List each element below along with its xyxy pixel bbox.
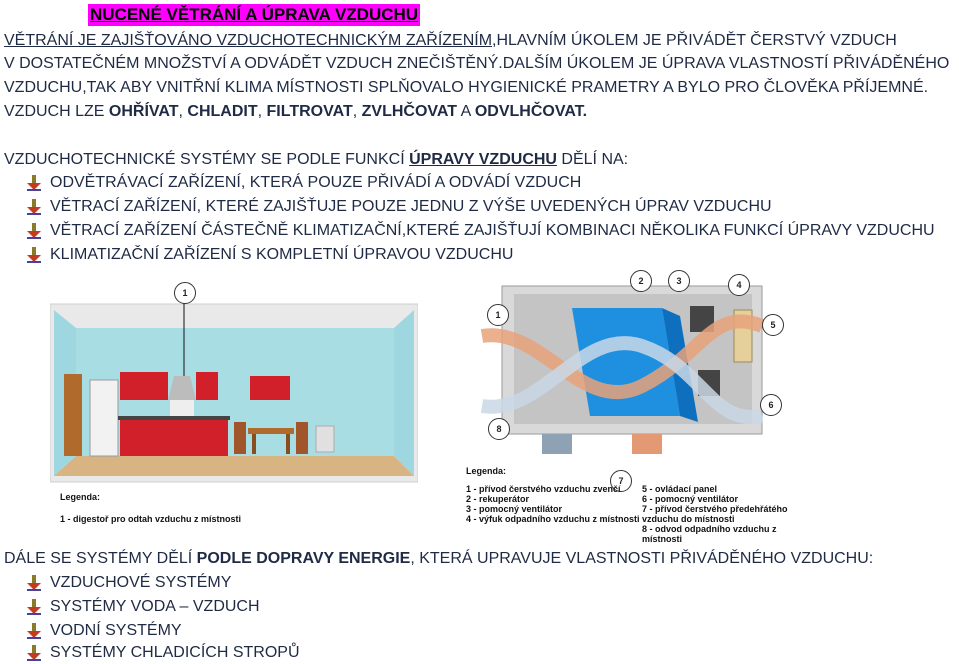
keyword-heat: OHŘÍVAT: [108, 103, 179, 120]
separator: ,: [257, 103, 267, 120]
legend-title: Legenda:: [60, 492, 101, 502]
intro-line-3: VZDUCHU,TAK ABY VNITŘNÍ KLIMA MÍSTNOSTI SPLŇOVALO HYGIENICKÉ PRAMETRY A BYLO PRO ČLOVĚKA PŘÍJEMNÉ.: [4, 79, 929, 96]
legend-item: 3 - pomocný ventilátor: [466, 504, 563, 514]
legend-item: 7 - přívod čerstvého předehřátého vzduchu do místnosti: [642, 504, 788, 524]
keyword-dehumidify: ODVLHČOVAT.: [474, 103, 588, 120]
section1-lead: [4, 150, 628, 170]
section1-lead-text: VZDUCHOTECHNICKÉ SYSTÉMY SE PODLE FUNKCÍ: [4, 151, 410, 168]
list-item: [26, 196, 772, 218]
down-arrow-bullet-icon: [26, 247, 42, 263]
section1-lead-end: DĚLÍ NA:: [556, 151, 629, 168]
callout-marker: 5: [762, 314, 784, 336]
intro-line-1-rest: ,HLAVNÍM ÚKOLEM JE PŘIVÁDĚT ČERSTVÝ VZDUCH: [492, 32, 897, 49]
section2-lead-end: , KTERÁ UPRAVUJE VLASTNOSTI PŘIVÁDĚNÉHO VZDUCHU:: [410, 550, 874, 567]
separator: ,: [178, 103, 188, 120]
intro-line-1: [4, 31, 897, 51]
legend-item: 5 - ovládací panel: [642, 484, 718, 494]
legend-item: 4 - výfuk odpadního vzduchu z místnosti: [466, 514, 640, 524]
intro-text: VZDUCH LZE: [4, 103, 109, 120]
list-item: [26, 172, 581, 194]
separator: A: [457, 103, 475, 120]
callout-marker: 4: [728, 274, 750, 296]
down-arrow-bullet-icon: [26, 175, 42, 191]
section2-lead: [4, 549, 873, 569]
callout-marker: 6: [760, 394, 782, 416]
callout-marker: 8: [488, 418, 510, 440]
down-arrow-bullet-icon: [26, 199, 42, 215]
callout-marker: 1: [487, 304, 509, 326]
intro-line-4: [4, 102, 587, 122]
down-arrow-bullet-icon: [26, 623, 42, 639]
legend-right-column: [642, 484, 796, 544]
down-arrow-bullet-icon: [26, 599, 42, 615]
list-item: [26, 596, 260, 618]
down-arrow-bullet-icon: [26, 575, 42, 591]
list-item-label: VĚTRACÍ ZAŘÍZENÍ ČÁSTEČNĚ KLIMATIZAČNÍ,KTERÉ ZAJIŠŤUJÍ KOMBINACI NĚKOLIKA FUNKCÍ ÚPRAVY VZDUCHU: [50, 222, 935, 239]
section2-lead-text: DÁLE SE SYSTÉMY DĚLÍ: [4, 550, 197, 567]
list-item-label: KLIMATIZAČNÍ ZAŘÍZENÍ S KOMPLETNÍ ÚPRAVOU VZDUCHU: [50, 246, 514, 263]
keyword-humidify: ZVLHČOVAT: [361, 103, 458, 120]
recuperator-illustration: [462, 266, 796, 466]
list-item: [26, 620, 182, 642]
section2-keyword: PODLE DOPRAVY ENERGIE: [196, 550, 411, 567]
separator: ,: [352, 103, 362, 120]
callout-marker: 3: [668, 270, 690, 292]
list-item: [26, 642, 300, 664]
intro-underlined-phrase: VĚTRÁNÍ JE ZAJIŠŤOVÁNO VZDUCHOTECHNICKÝM ZAŘÍZENÍM: [4, 32, 493, 49]
section1-keyword: ÚPRAVY VZDUCHU: [409, 151, 557, 168]
list-item-label: SYSTÉMY VODA – VZDUCH: [50, 598, 260, 615]
list-item-label: VZDUCHOVÉ SYSTÉMY: [50, 574, 232, 591]
callout-marker: 7: [610, 470, 632, 492]
list-item: [26, 572, 231, 594]
list-item: [26, 220, 935, 242]
list-item: [26, 244, 513, 266]
legend-item: 6 - pomocný ventilátor: [642, 494, 739, 504]
intro-line-2: V DOSTATEČNÉM MNOŽSTVÍ A ODVÁDĚT VZDUCH ZNEČIŠTĚNÝ.DALŠÍM ÚKOLEM JE ÚPRAVA VLASTNOSTÍ PŘIVÁDĚNÉHO: [4, 55, 950, 72]
legend-item: 2 - rekuperátor: [466, 494, 530, 504]
list-item-label: VĚTRACÍ ZAŘÍZENÍ, KTERÉ ZAJIŠŤUJE POUZE JEDNU Z VÝŠE UVEDENÝCH ÚPRAV VZDUCHU: [50, 198, 772, 215]
legend-title: Legenda:: [466, 466, 507, 476]
callout-marker: 2: [630, 270, 652, 292]
legend-item: 1 - digestoř pro odtah vzduchu z místnosti: [60, 514, 242, 524]
down-arrow-bullet-icon: [26, 223, 42, 239]
kitchen-figure: [50, 276, 418, 528]
keyword-cool: CHLADIT: [187, 103, 258, 120]
legend-item: 8 - odvod odpadního vzduchu z místnosti: [642, 524, 777, 544]
list-item-label: ODVĚTRÁVACÍ ZAŘÍZENÍ, KTERÁ POUZE PŘIVÁDÍ A ODVÁDÍ VZDUCH: [50, 174, 582, 191]
legend-left-column: [466, 484, 640, 524]
page-title: NUCENÉ VĚTRÁNÍ A ÚPRAVA VZDUCHU: [90, 5, 419, 24]
list-item-label: SYSTÉMY CHLADICÍCH STROPŮ: [50, 644, 300, 661]
kitchen-illustration: [50, 276, 418, 528]
list-item-label: VODNÍ SYSTÉMY: [50, 622, 182, 639]
recuperator-figure: [462, 266, 796, 544]
keyword-filter: FILTROVAT: [266, 103, 353, 120]
down-arrow-bullet-icon: [26, 645, 42, 661]
callout-marker: 1: [174, 282, 196, 304]
legend-item: 1 - přívod čerstvého vzduchu zvenčí: [466, 484, 621, 494]
